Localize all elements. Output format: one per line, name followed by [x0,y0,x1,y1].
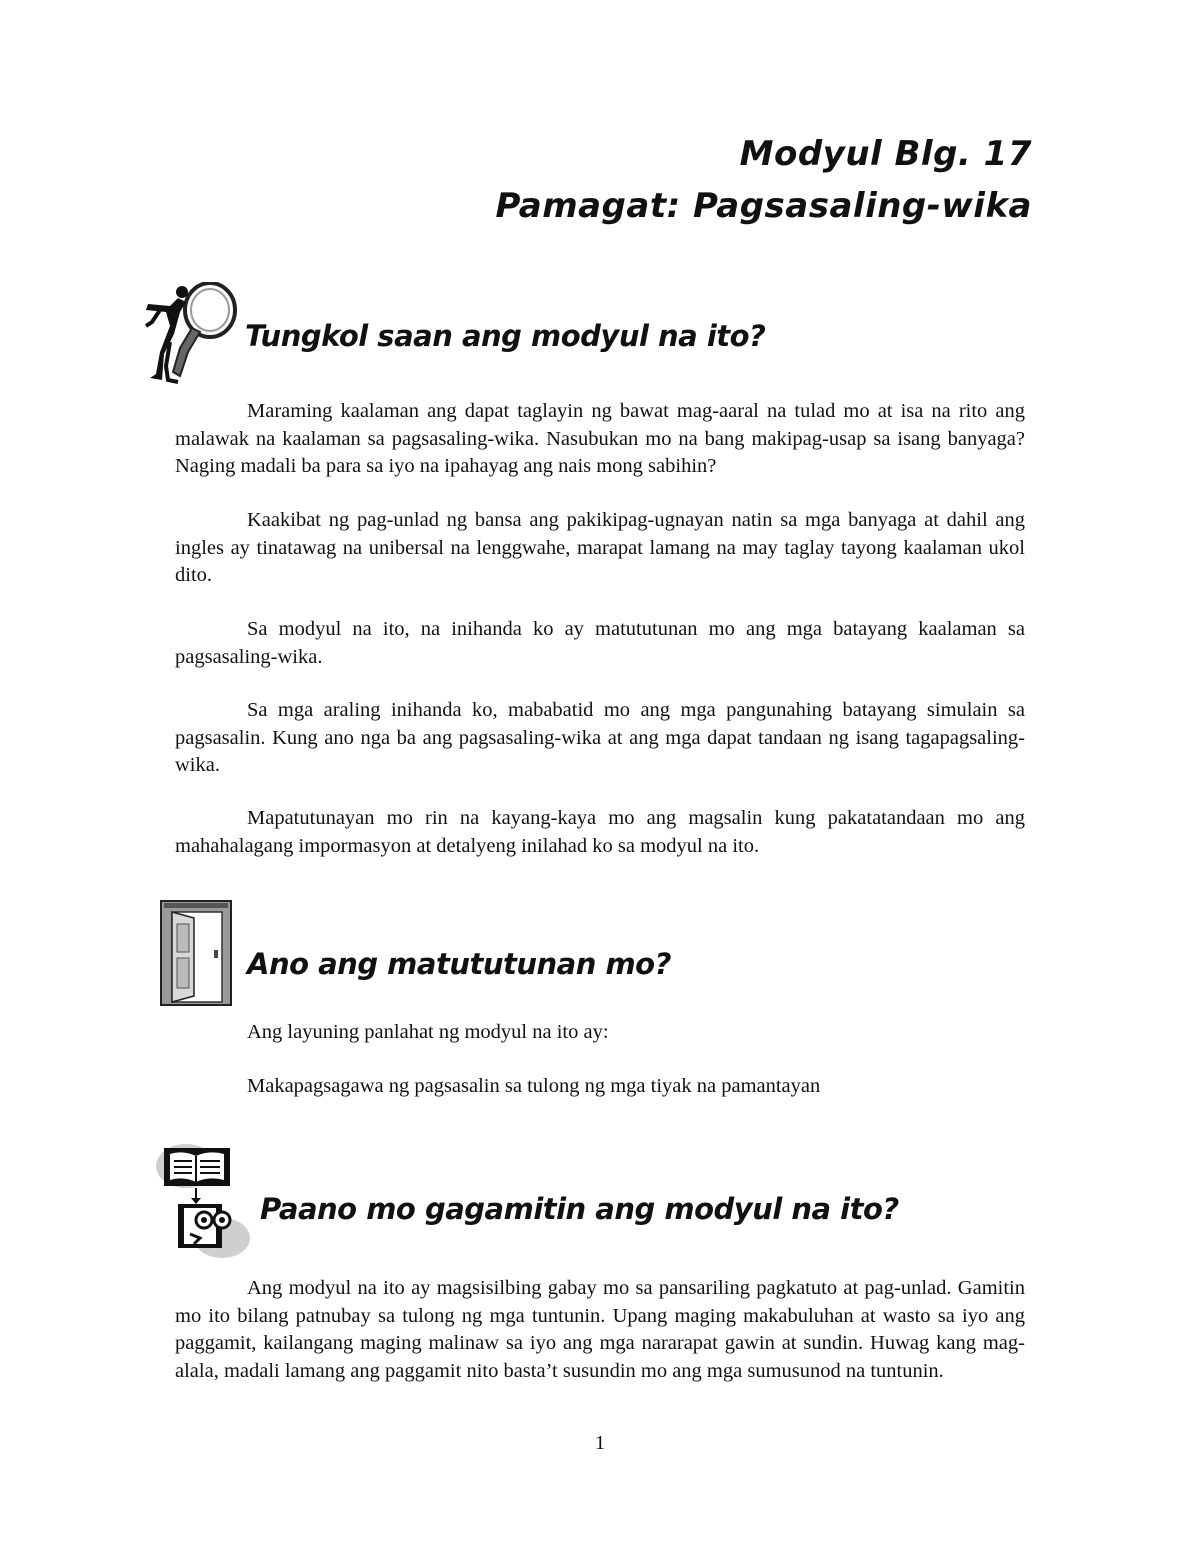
door-icon [160,900,232,1006]
magnifying-glass-icon [140,282,240,384]
paragraph-5: Mapatutunayan mo rin na kayang-kaya mo ang magsalin kung pakatatandaan mo ang mahahalagang impormasyon at detalyeng inilahad ko sa modyul na ito. [175,807,1025,857]
section-heading-paano: Paano mo gagamitin ang modyul na ito? [260,1192,899,1226]
module-title: Pamagat: Pagsasaling-wika [495,186,1032,226]
paragraph-2: Kaakibat ng pag-unlad ng bansa ang pakikipag-ugnayan natin sa mga banyaga at dahil ang ingles ay tinatawag na unibersal na lenggwahe, marapat lamang na may taglay tayong kaalaman ukol dito. [175,509,1025,586]
section-heading-ano: Ano ang matututunan mo? [247,947,671,981]
objective-text: Makapagsagawa ng pagsasalin sa tulong ng mga tiyak na pamantayan [247,1075,821,1097]
paragraph-1: Maraming kaalaman ang dapat taglayin ng bawat mag-aaral na tulad mo at isa na rito ang malawak na kaalaman sa pagsasaling-wika. Nasubukan mo na bang makipag-usap sa isang banyaga? Naging madali ba para sa iyo na ipahayag ang nais mong sabihin? [175,400,1025,477]
objective-intro: Ang layuning panlahat ng modyul na ito ay: [247,1021,609,1043]
paragraph-3: Sa modyul na ito, na inihanda ko ay matututunan mo ang mga batayang kaalaman sa pagsasaling-wika. [175,618,1025,668]
page-number: 1 [594,1432,606,1454]
module-title-block [496,128,1033,232]
section-heading-tungkol: Tungkol saan ang modyul na ito? [245,319,766,353]
paragraph-6: Ang modyul na ito ay magsisilbing gabay mo sa pansariling pagkatuto at pag-unlad. Gamitin mo ito bilang patnubay sa tulong ng mga tuntunin. Upang maging makabuluhan at wasto sa iyo ang paggamit, kailangang maging malinaw sa iyo ang mga nararapat gawin at sundin. Huwag kang mag-alala, madali lamang ang paggamit nito basta’t susundin mo ang mga sumusunod na tuntunin. [175,1277,1025,1382]
module-number: Modyul Blg. 17 [739,134,1032,174]
book-reader-icon [156,1142,250,1260]
paragraph-4: Sa mga araling inihanda ko, mababatid mo ang mga pangunahing batayang simulain sa pagsasalin. Kung ano nga ba ang pagsasaling-wika at ang mga dapat tandaan ng isang tagapagsaling-wika. [175,699,1025,776]
